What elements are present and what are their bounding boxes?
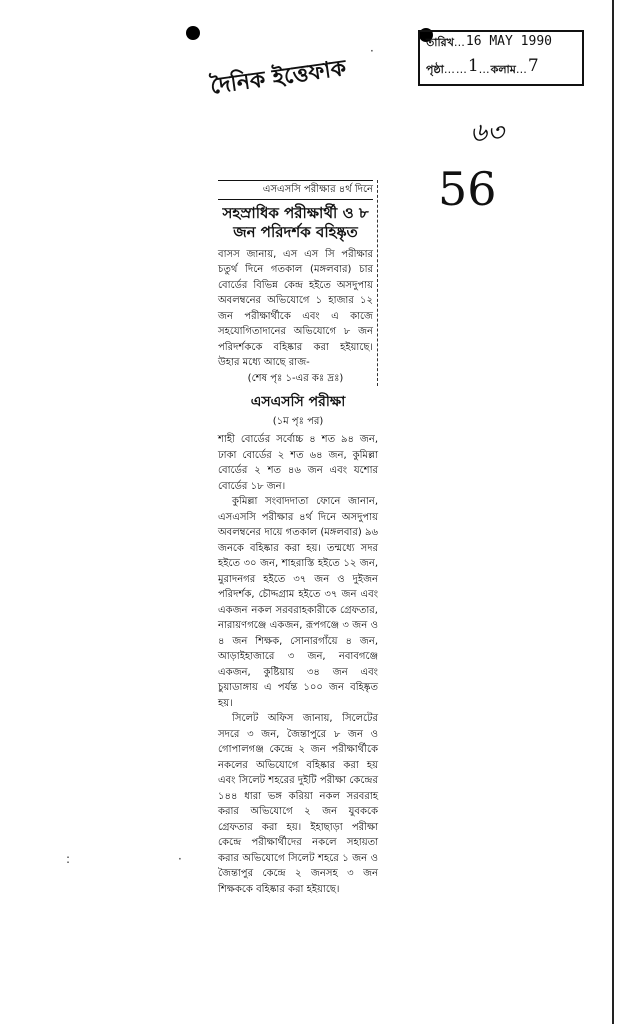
stamp-page-row: [426, 56, 576, 76]
stamp-column-label: কলাম: [490, 62, 516, 76]
handwritten-page-number: 56: [438, 162, 497, 216]
stamp-date-value: 16 MAY 1990: [465, 34, 552, 49]
punch-hole-left: [186, 26, 200, 40]
scan-speck: ·: [370, 44, 374, 58]
clipping-headline: সহস্রাধিক পরীক্ষার্থী ও ৮ জন পরিদর্শক বহিষ্কৃত: [222, 203, 369, 241]
stamp-date-label: তারিখ: [426, 36, 454, 50]
clipping-paragraph-3: সিলেট অফিস জানায়, সিলেটের সদরে ৩ জন, জৈন্তাপুরে ৮ জন ও গোপালগঞ্জ কেন্দ্রে ২ জন পরীক্ষার্থীকে নকলের অভিযোগে বহিষ্কার করা হয় এবং সিলেট শহরের দুইটি পরীক্ষা কেন্দ্রের ১৪৪ ধারা ভঙ্গ করিয়া নকল সরবরাহ করার অভিযোগে ২ জন যুবককে গ্রেফতার করা হয়। ইহাছাড়া পরীক্ষা কেন্দ্রে পরীক্ষার্থীদের নকলে সহায়তা করার অভিযোগে সিলেট শহরে ১ জন ও জৈন্তাপুর কেন্দ্রে ২ জনসহ ৩ জন শিক্ষককে বহিষ্কার করা হইয়াছে।: [218, 713, 378, 895]
clipping-paragraph-2: কুমিল্লা সংবাদদাতা ফোনে জানান, এসএসসি পরীক্ষার ৪র্থ দিনে অসদুপায় অবলম্বনের দায়ে গতকাল (মঙ্গলবার) ৯৬ জনকে বহিষ্কার করা হয়। তন্মধ্যে সদর হইতে ৩০ জন, শাহরাস্তি হইতে ১২ জন, মুরাদনগর হইতে ৩৭ জন ও দুইজন পরিদর্শক, চৌদ্দগ্রাম হইতে ৩৭ জন এবং একজন নকল সরবরাহকারীকে গ্রেফতার, নারায়ণগঞ্জে একজন, রূপগঞ্জে ৩ জন ও ৪ জন শিক্ষক, সোনারগাঁয়ে ৪ জন, আড়াইহাজারে ৩ জন, নবাবগঞ্জে একজন, কুষ্টিয়ায় ৩৪ জন এবং চুয়াডাঙ্গায় এ পর্যন্ত ১০০ জন বহিষ্কৃত হয়।: [218, 496, 378, 709]
stamp-column-value: 7: [527, 55, 539, 76]
clipping-intro: বাসস জানায়, এস এস সি পরীক্ষার চতুর্থ দিনে গতকাল (মঙ্গলবার) চার বোর্ডের বিভিন্ন কেন্দ্র হইতে অসদুপায় অবলম্বনের অভিযোগে ১ হাজার ১২ জন পরীক্ষার্থীকে এবং এ কাজে সহযোগিতাদানের অভিযোগে ৮ জন পরিদর্শককে বহিষ্কার করা হইয়াছে। উহার মধ্যে আছে রাজ-: [218, 248, 373, 368]
clipping-kicker: এসএসসি পরীক্ষার ৪র্থ দিনে: [218, 180, 373, 200]
newspaper-clipping: [218, 180, 378, 897]
stamp-dots: ……: [443, 62, 468, 76]
handwritten-note-bengali: ৬৩: [470, 118, 504, 148]
newspaper-masthead: দৈনিক ইত্তেফাক: [208, 55, 348, 100]
stamp-page-label: পৃষ্ঠা: [426, 62, 444, 76]
clipping-front-part: [218, 180, 378, 386]
date-stamp: [418, 30, 584, 86]
clipping-sub-headline: এসএসসি পরীক্ষা: [250, 394, 346, 410]
stamp-date-row: [426, 34, 576, 50]
clipping-continued-note: (শেষ পৃঃ ১-এর কঃ দ্রঃ): [247, 372, 344, 384]
stamp-page-value: 1: [467, 55, 479, 76]
stamp-dots: …: [515, 62, 528, 76]
clipping-sub-meta: (১ম পৃঃ পর): [272, 415, 324, 427]
scan-speck: ·: [178, 852, 182, 866]
stamp-dots: …: [478, 62, 491, 76]
clipping-paragraph-1: শাহী বোর্ডের সর্বোচ্চ ৪ শত ৯৪ জন, ঢাকা বোর্ডের ২ শত ৬৪ জন, কুমিল্লা বোর্ডের ২ শত ৪৬ জন এবং যশোর বোর্ডের ১৮ জন।: [218, 434, 378, 492]
clipping-continuation: [218, 392, 378, 897]
page-edge: [612, 0, 614, 1024]
scan-speck: :: [66, 852, 71, 866]
stamp-dots: …: [453, 36, 466, 50]
